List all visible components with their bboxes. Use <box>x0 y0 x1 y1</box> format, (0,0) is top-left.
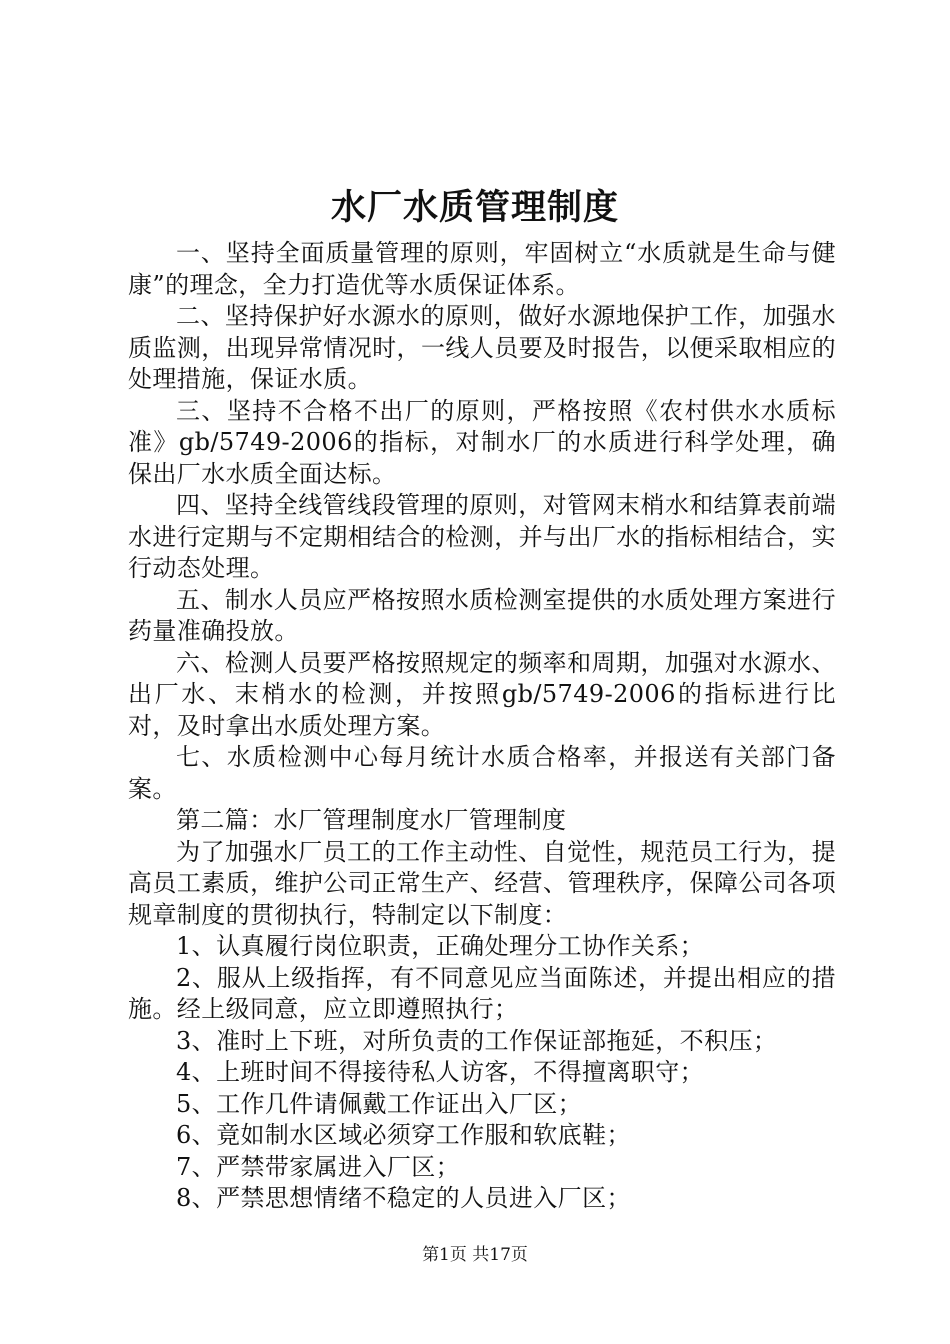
list-item-7: 7、严禁带家属进入厂区； <box>176 1152 461 1181</box>
list-item-5: 5、工作几件请佩戴工作证出入厂区； <box>176 1089 583 1118</box>
paragraph-5: 五、制水人员应严格按照水质检测室提供的水质处理方案进行药量准确投放。 <box>128 585 836 645</box>
paragraph-6: 六、检测人员要严格按照规定的频率和周期，加强对水源水、出厂水、末梢水的检测，并按照gb/5749-2006的指标进行比对，及时拿出水质处理方案。 <box>128 648 836 740</box>
list-item-2: 2、服从上级指挥，有不同意见应当面陈述，并提出相应的措施。经上级同意，应立即遵照执行； <box>128 963 836 1023</box>
list-item-3: 3、准时上下班，对所负责的工作保证部拖延，不积压； <box>176 1026 778 1055</box>
page-footer: 第1页 共17页 <box>422 1245 528 1265</box>
paragraph-4: 四、坚持全线管线段管理的原则，对管网末梢水和结算表前端水进行定期与不定期相结合的检测，并与出厂水的指标相结合，实行动态处理。 <box>128 491 836 582</box>
list-item-8: 8、严禁思想情绪不稳定的人员进入厂区； <box>176 1184 631 1212</box>
section-heading: 第二篇：水厂管理制度水厂管理制度 <box>176 806 567 834</box>
paragraph-intro: 为了加强水厂员工的工作主动性、自觉性，规范员工行为，提高员工素质，维护公司正常生产、经营、管理秩序，保障公司各项规章制度的贯彻执行，特制定以下制度： <box>128 837 836 929</box>
list-item-6: 6、竟如制水区域必须穿工作服和软底鞋； <box>176 1121 631 1149</box>
paragraph-3: 三、坚持不合格不出厂的原则，严格按照《农村供水水质标准》gb/5749-2006的指标，对制水厂的水质进行科学处理，确保出厂水水质全面达标。 <box>128 396 836 488</box>
paragraph-2: 二、坚持保护好水源水的原则，做好水源地保护工作，加强水质监测，出现异常情况时，一线人员要及时报告，以便采取相应的处理措施，保证水质。 <box>128 302 836 393</box>
list-item-1: 1、认真履行岗位职责，正确处理分工协作关系； <box>176 932 705 960</box>
document-body <box>128 238 836 1215</box>
paragraph-7: 七、水质检测中心每月统计水质合格率，并报送有关部门备案。 <box>128 743 836 803</box>
paragraph-1: 一、坚持全面质量管理的原则，牢固树立“水质就是生命与健康”的理念，全力打造优等水质保证体系。 <box>128 239 836 299</box>
list-item-4: 4、上班时间不得接待私人访客，不得擅离职守； <box>176 1058 705 1086</box>
page-title: 水厂水质管理制度 <box>330 187 619 228</box>
